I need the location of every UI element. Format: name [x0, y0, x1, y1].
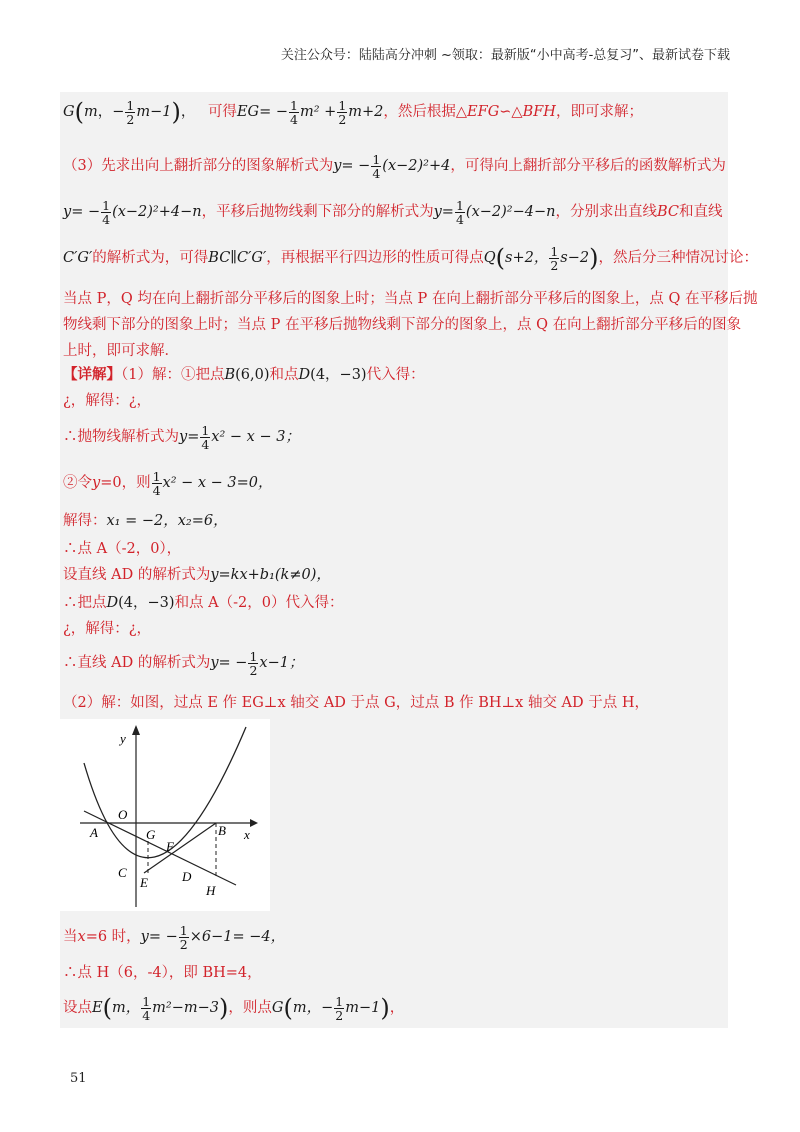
expr: y= — [433, 204, 454, 220]
expr: m−1 — [345, 1000, 381, 1016]
line-18: （2）解：如图，过点 E 作 EG⊥x 轴交 AD 于点 G，过点 B 作 BH⊥x 轴交 AD 于点 H， — [63, 695, 650, 711]
y-axis-arrow — [132, 725, 140, 735]
line-11 — [63, 466, 724, 500]
text: 当 — [63, 929, 78, 945]
expr: (x−2)²−4−n — [465, 204, 556, 220]
line-12 — [63, 510, 724, 532]
expr: s−2 — [560, 250, 590, 266]
expr: y — [92, 475, 101, 491]
text: ∴抛物线解析式为 — [63, 429, 179, 445]
line-2 — [63, 148, 724, 184]
fraction: $\frac{1}{4}$ — [290, 97, 298, 127]
text: ∴把点 — [63, 595, 107, 611]
text: （3）先求出向上翻折部分的图象解析式为 — [63, 158, 334, 174]
label-o: O — [118, 807, 128, 822]
expr: G — [271, 1000, 284, 1016]
line-10 — [63, 420, 724, 454]
text: 可得 — [207, 104, 237, 120]
text: BFH — [522, 104, 556, 120]
fraction: $\frac{1}{2}$ — [126, 97, 135, 127]
expr: y= − — [210, 655, 248, 671]
expr: B — [224, 367, 236, 383]
expr: y=kx+b₁(k≠0)， — [210, 567, 331, 583]
expr: m²−m−3 — [152, 1000, 220, 1016]
label-h: H — [206, 883, 216, 898]
line-6: 物线剩下部分的图象上时；当点 P 在平移后抛物线剩下部分的图象上，点 Q 在向上翻折部分平移后的图象 — [63, 317, 742, 333]
expr: (x−2)²+4 — [382, 158, 451, 174]
line-3 — [63, 194, 724, 230]
expr: y= — [179, 429, 200, 445]
line-8 — [63, 364, 724, 386]
text: 和直线 — [678, 204, 723, 220]
line-14 — [63, 564, 724, 586]
text: 的解析式为，可得 — [92, 250, 209, 266]
expr: D — [106, 595, 119, 611]
text: =6 时， — [85, 929, 141, 945]
expr: (x−2)²+4−n — [112, 204, 202, 220]
expr: D — [298, 367, 311, 383]
text: ，分别求出直线 — [555, 204, 657, 220]
label-d: D — [182, 869, 192, 884]
expr: C′G′ — [63, 250, 93, 266]
fraction: $\frac{1}{2}$ — [338, 97, 347, 127]
expr: x₁ = −2，x₂=6， — [106, 513, 228, 529]
text: ，则点 — [228, 1000, 272, 1016]
expr: E — [92, 1000, 103, 1016]
fraction: $\frac{1}{4}$ — [455, 197, 464, 227]
label-y: y — [120, 731, 126, 746]
x-axis-arrow — [250, 819, 258, 827]
label-f: F — [166, 839, 174, 854]
fraction: $\frac{1}{2}$ — [550, 243, 559, 273]
text: ，然后分三种情况讨论： — [598, 250, 758, 266]
var-m: m — [83, 104, 98, 120]
expr: x−1； — [259, 655, 304, 671]
text: ∴直线 AD 的解析式为 — [63, 655, 211, 671]
text: 和点 A（-2，0）代入得： — [174, 595, 344, 611]
expr: = − — [259, 104, 289, 120]
line-7: 上时，即可求解． — [63, 343, 179, 359]
fraction: $\frac{1}{4}$ — [152, 468, 161, 498]
fraction: $\frac{1}{2}$ — [179, 922, 188, 952]
expr: y= − — [63, 204, 101, 220]
label-b: B — [218, 823, 226, 838]
text: 解得： — [63, 513, 107, 529]
text: EFG — [467, 104, 500, 120]
section-label: 【详解】 — [63, 366, 121, 383]
expr: (4，−3) — [310, 367, 367, 383]
expr: x — [77, 929, 86, 945]
expr: x² − x − 3； — [211, 429, 300, 445]
fraction: $\frac{1}{4}$ — [201, 422, 210, 452]
text: ， — [389, 1000, 405, 1016]
text: ，再根据平行四边形的性质可得点 — [266, 250, 484, 266]
text: ，然后根据△ — [383, 104, 468, 120]
text: 代入得： — [366, 367, 425, 383]
line-15 — [63, 592, 724, 614]
line-9: ¿，解得：¿， — [63, 393, 152, 409]
text: 和点 — [269, 367, 299, 383]
fraction: $\frac{1}{4}$ — [102, 197, 111, 227]
expr: m，− — [292, 1000, 334, 1016]
page-header: 关注公众号：陆陆高分冲刺 ~领取：最新版“小中高考-总复习”、最新试卷下载 — [280, 48, 730, 63]
text: ，即可求解； — [555, 104, 643, 120]
label-a: A — [90, 825, 98, 840]
expr: x² − x − 3=0， — [162, 475, 273, 491]
line-20: ∴点 H（6，-4），即 BH=4， — [63, 965, 262, 981]
text: ，可得向上翻折部分平移后的函数解析式为 — [450, 158, 726, 174]
expr: m² + — [299, 104, 337, 120]
text: 设点 — [63, 1000, 92, 1016]
text: =0，则 — [100, 475, 151, 491]
line-16: ¿，解得：¿， — [63, 621, 152, 637]
text: ②令 — [63, 475, 92, 491]
expr: s+2， — [505, 250, 549, 266]
label-c: C — [118, 865, 127, 880]
expr: y= − — [140, 929, 178, 945]
expr: Q — [483, 250, 496, 266]
text: BC — [656, 204, 679, 220]
line-17 — [63, 646, 724, 680]
line-4: C′G′的解析式为，可得BC∥C′G′，再根据平行四边形的性质可得点Q(s+2， $\frac{1}{2}$ s−2)，然后分三种情况讨论： — [63, 243, 758, 273]
expr: (6,0) — [235, 367, 270, 383]
label-x: x — [244, 827, 250, 842]
text: 设直线 AD 的解析式为 — [63, 567, 211, 583]
fraction: $\frac{1}{2}$ — [335, 993, 344, 1023]
expr: (4，−3) — [118, 595, 175, 611]
expr: m， — [111, 1000, 141, 1016]
solution-content — [60, 92, 758, 1028]
expr: m+2 — [348, 104, 384, 120]
text: ∽△ — [499, 104, 523, 120]
point-g: G — [63, 104, 75, 120]
expr: EG — [236, 104, 260, 120]
fraction: $\frac{1}{4}$ — [372, 151, 381, 181]
label-e: E — [140, 875, 148, 890]
parabola-diagram — [60, 719, 270, 911]
line-1: G(m，− $\frac{1}{2}$ m−1)， 可得EG= − $\frac{1}{4}$ m² + $\frac{1}{2}$ m+2，然后根据△EFG∽△BFH，即可求解； — [63, 97, 643, 127]
parabola-curve — [84, 727, 246, 858]
fraction: $\frac{1}{2}$ — [249, 648, 258, 678]
line-21: 设点E(m， $\frac{1}{4}$ m²−m−3)，则点G(m，− $\frac{1}{2}$ m−1)， — [63, 993, 405, 1023]
expr: m−1 — [136, 104, 172, 120]
text: ，平移后抛物线剩下部分的解析式为 — [201, 204, 434, 220]
text: （1）解：①把点 — [121, 367, 225, 383]
line-13: ∴点 A（-2，0）， — [63, 541, 182, 557]
line-19 — [63, 920, 724, 954]
expr: y= − — [333, 158, 371, 174]
label-g: G — [146, 827, 156, 842]
parabola-figure — [60, 719, 270, 911]
line-5: 当点 P，Q 均在向上翻折部分平移后的图象上时；当点 P 在向上翻折部分平移后的图象上，点 Q 在平移后抛 — [63, 291, 758, 307]
page-number: 51 — [70, 1071, 87, 1086]
expr: ×6−1= −4， — [189, 929, 286, 945]
line-ad — [84, 811, 236, 885]
expr: BC∥C′G′ — [208, 250, 267, 266]
fraction: $\frac{1}{4}$ — [142, 993, 151, 1023]
